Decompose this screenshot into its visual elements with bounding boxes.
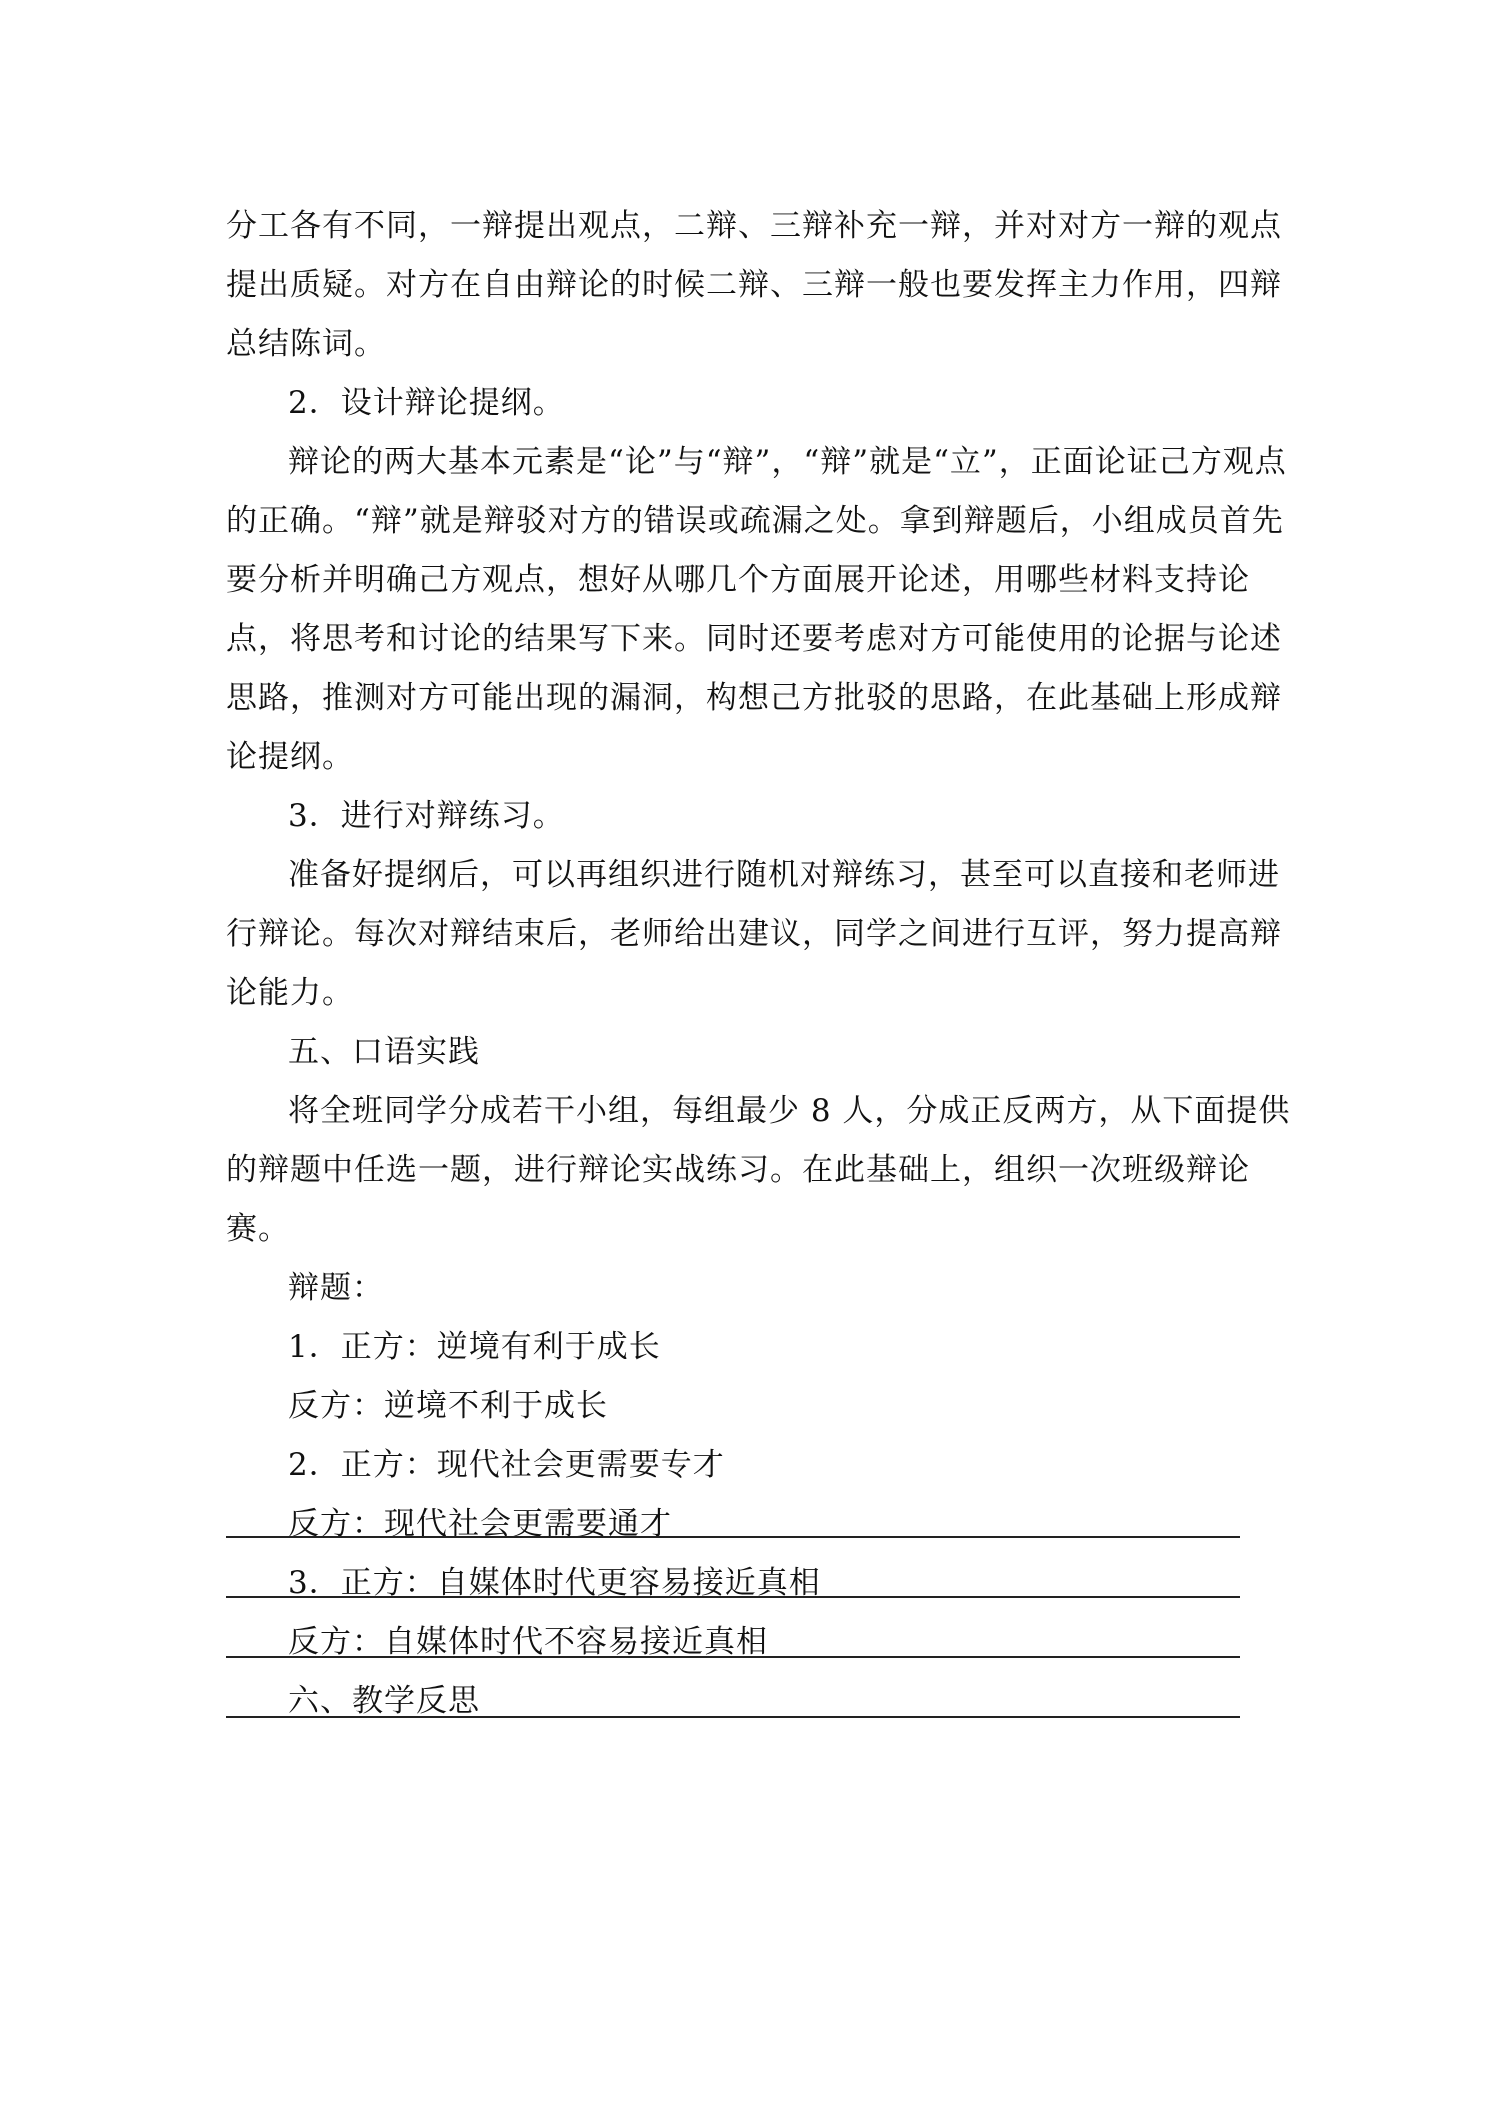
topic-2-negative: 反方：现代社会更需要通才: [288, 1506, 672, 1542]
section-heading-oral-practice: 五、口语实践: [288, 1034, 480, 1070]
document-body: [226, 197, 1292, 1731]
writing-line: [226, 1716, 1240, 1718]
paragraph-oral-practice: 将全班同学分成若干小组，每组最少 8 人，分成正反两方，从下面提供的辩题中任选一题，进行辩论实战练习。在此基础上，组织一次班级辩论赛。: [226, 1093, 1291, 1247]
reflection-writing-lines: [226, 1536, 1240, 1776]
writing-line: [226, 1596, 1240, 1598]
paragraph-practice-details: 准备好提纲后，可以再组织进行随机对辩练习，甚至可以直接和老师进行辩论。每次对辩结束后，老师给出建议，同学之间进行互评，努力提高辩论能力。: [226, 857, 1282, 1011]
topic-3-affirmative: 3．正方：自媒体时代更容易接近真相: [288, 1565, 821, 1601]
heading-design-outline: 2．设计辩论提纲。: [288, 385, 565, 421]
writing-line: [226, 1536, 1240, 1538]
section-heading-teaching-reflection: 六、教学反思: [288, 1683, 480, 1719]
heading-practice: 3．进行对辩练习。: [288, 798, 565, 834]
topic-1-negative: 反方：逆境不利于成长: [288, 1388, 608, 1424]
writing-line: [226, 1656, 1240, 1658]
topic-2-affirmative: 2．正方：现代社会更需要专才: [288, 1447, 725, 1483]
paragraph-debate-roles: 分工各有不同，一辩提出观点，二辩、三辩补充一辩，并对对方一辩的观点提出质疑。对方在自由辩论的时候二辩、三辩一般也要发挥主力作用，四辩总结陈词。: [226, 208, 1282, 362]
topic-1-affirmative: 1．正方：逆境有利于成长: [288, 1329, 661, 1365]
topics-label: 辩题：: [288, 1270, 384, 1306]
paragraph-outline-details: 辩论的两大基本元素是“论”与“辩”，“辩”就是“立”，正面论证己方观点的正确。“辩”就是辩驳对方的错误或疏漏之处。拿到辩题后，小组成员首先要分析并明确己方观点，想好从哪几个方面展开论述，用哪些材料支持论点，将思考和讨论的结果写下来。同时还要考虑对方可能使用的论据与论述思路，推测对方可能出现的漏洞，构想己方批驳的思路，在此基础上形成辩论提纲。: [226, 444, 1287, 775]
topic-3-negative: 反方：自媒体时代不容易接近真相: [288, 1624, 768, 1660]
